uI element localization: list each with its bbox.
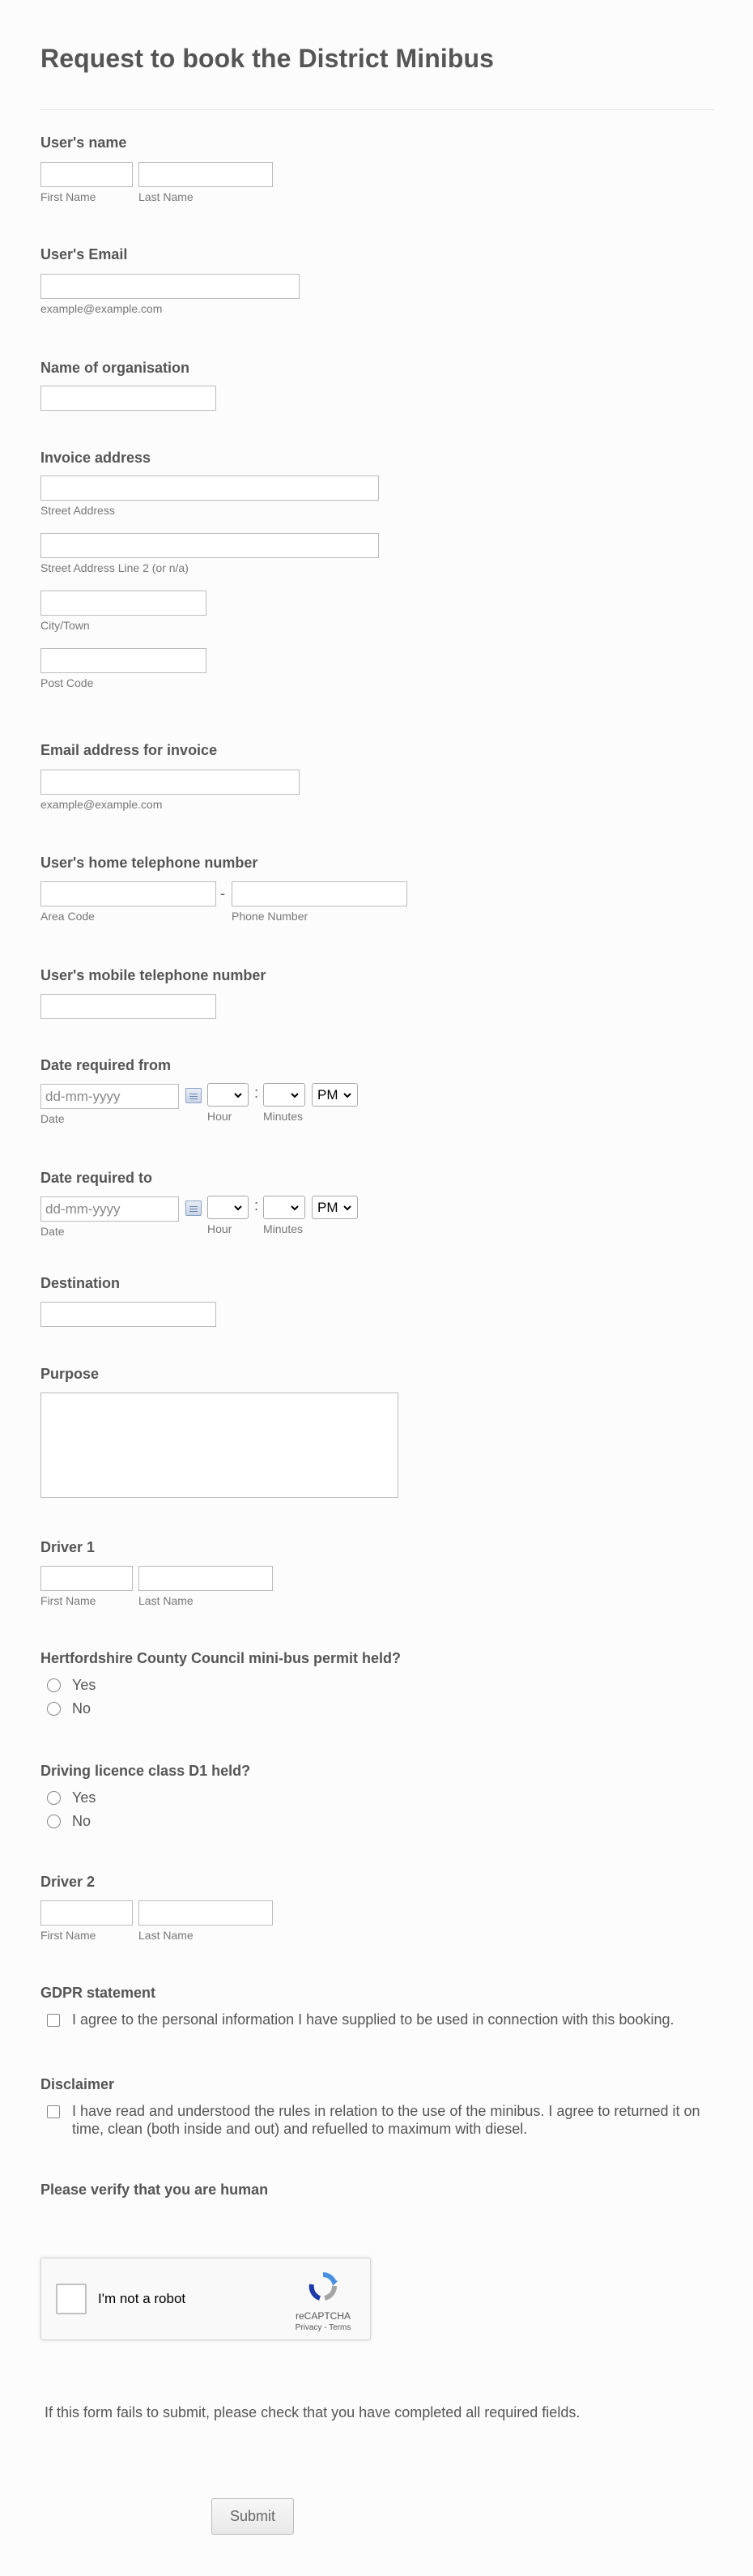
recaptcha-icon — [305, 2271, 341, 2302]
date-to-label: Date required to — [40, 1170, 153, 1186]
time-colon: : — [254, 1085, 259, 1101]
licence-yes-label[interactable]: Yes — [72, 1789, 96, 1806]
title-divider — [40, 109, 714, 110]
captcha-label: Please verify that you are human — [40, 2181, 269, 2198]
organisation-label: Name of organisation — [40, 360, 190, 376]
gdpr-label: GDPR statement — [40, 1985, 156, 2001]
area-code-input[interactable] — [40, 881, 216, 906]
permit-label: Hertfordshire County Council mini-bus permit held? — [40, 1650, 402, 1666]
permit-no-label[interactable]: No — [72, 1700, 91, 1717]
licence-no-label[interactable]: No — [72, 1813, 91, 1829]
date-from-ampm-select[interactable] — [312, 1083, 358, 1107]
destination-input[interactable] — [40, 1302, 216, 1327]
recaptcha-checkbox[interactable] — [56, 2284, 87, 2314]
permit-no-radio[interactable] — [47, 1702, 61, 1716]
chevron-down-icon — [342, 1203, 352, 1213]
date-to-input[interactable] — [40, 1196, 179, 1222]
permit-yes-label[interactable]: Yes — [72, 1677, 96, 1693]
street-address-line2-input[interactable] — [40, 533, 379, 558]
minutes-sublabel: Minutes — [263, 1110, 304, 1123]
recaptcha-widget — [40, 2258, 371, 2340]
licence-yes-radio[interactable] — [47, 1791, 61, 1805]
users-email-input[interactable] — [40, 274, 300, 299]
invoice-email-label: Email address for invoice — [40, 742, 218, 758]
form-note: If this form fails to submit, please check that you have completed all required fields. — [45, 2404, 581, 2420]
driver1-label: Driver 1 — [40, 1539, 96, 1555]
page-title: Request to book the District Minibus — [40, 44, 495, 73]
recaptcha-links[interactable]: Privacy - Terms — [295, 2323, 351, 2332]
date-sublabel: Date — [40, 1112, 65, 1125]
phone-separator: - — [220, 885, 225, 902]
city-input[interactable] — [40, 591, 206, 616]
users-first-name-input[interactable] — [40, 162, 133, 187]
purpose-label: Purpose — [40, 1366, 100, 1382]
invoice-email-input[interactable] — [40, 770, 300, 795]
minutes-sublabel: Minutes — [263, 1222, 304, 1235]
driver2-last-name-input[interactable] — [138, 1900, 273, 1926]
submit-button[interactable]: Submit — [211, 2498, 294, 2535]
chevron-down-icon — [290, 1090, 300, 1100]
driver2-label: Driver 2 — [40, 1874, 96, 1890]
street-address-sublabel: Street Address — [40, 504, 115, 517]
date-sublabel: Date — [40, 1225, 65, 1238]
date-from-hour-select[interactable] — [207, 1083, 249, 1107]
gdpr-checkbox[interactable] — [47, 2014, 60, 2027]
hour-sublabel: Hour — [207, 1110, 232, 1123]
last-name-sublabel: Last Name — [138, 1929, 194, 1942]
date-to-ampm-select[interactable] — [312, 1196, 358, 1219]
users-email-label: User's Email — [40, 246, 128, 262]
postcode-sublabel: Post Code — [40, 676, 94, 689]
chevron-down-icon — [233, 1203, 243, 1213]
invoice-email-sublabel: example@example.com — [40, 798, 163, 811]
mobile-phone-input[interactable] — [40, 994, 216, 1019]
calendar-icon[interactable] — [185, 1201, 202, 1216]
first-name-sublabel: First Name — [40, 190, 96, 203]
invoice-address-label: Invoice address — [40, 450, 151, 466]
mobile-phone-label: User's mobile telephone number — [40, 967, 266, 983]
hour-sublabel: Hour — [207, 1222, 232, 1235]
ampm-value: PM — [317, 1200, 338, 1215]
driver1-first-name-input[interactable] — [40, 1566, 133, 1591]
purpose-textarea[interactable] — [40, 1392, 398, 1498]
date-to-hour-select[interactable] — [207, 1196, 249, 1219]
recaptcha-text: I'm not a robot — [98, 2291, 186, 2306]
postcode-input[interactable] — [40, 648, 206, 673]
disclaimer-checkbox[interactable] — [47, 2105, 60, 2118]
chevron-down-icon — [233, 1090, 243, 1100]
last-name-sublabel: Last Name — [138, 190, 194, 203]
last-name-sublabel: Last Name — [138, 1594, 194, 1607]
chevron-down-icon — [342, 1090, 352, 1100]
driver1-last-name-input[interactable] — [138, 1566, 273, 1591]
users-email-sublabel: example@example.com — [40, 302, 163, 315]
disclaimer-label: Disclaimer — [40, 2076, 115, 2092]
organisation-input[interactable] — [40, 386, 216, 411]
permit-yes-radio[interactable] — [47, 1678, 61, 1692]
chevron-down-icon — [290, 1203, 300, 1213]
phone-number-input[interactable] — [232, 881, 407, 906]
area-code-sublabel: Area Code — [40, 910, 95, 923]
users-last-name-input[interactable] — [138, 162, 273, 187]
gdpr-text[interactable]: I agree to the personal information I have supplied to be used in connection with this booking. — [72, 2011, 674, 2028]
first-name-sublabel: First Name — [40, 1594, 96, 1607]
street-address-line2-sublabel: Street Address Line 2 (or n/a) — [40, 561, 189, 574]
first-name-sublabel: First Name — [40, 1929, 96, 1942]
recaptcha-brand: reCAPTCHA — [295, 2310, 351, 2322]
date-from-input[interactable] — [40, 1084, 179, 1109]
time-colon: : — [254, 1197, 259, 1213]
home-phone-label: User's home telephone number — [40, 855, 258, 871]
date-to-minutes-select[interactable] — [263, 1196, 305, 1219]
city-sublabel: City/Town — [40, 619, 90, 632]
licence-no-radio[interactable] — [47, 1815, 61, 1828]
users-name-label: User's name — [40, 134, 127, 151]
ampm-value: PM — [317, 1087, 338, 1102]
date-from-minutes-select[interactable] — [263, 1083, 305, 1107]
driver2-first-name-input[interactable] — [40, 1900, 133, 1926]
disclaimer-text[interactable]: I have read and understood the rules in relation to the use of the minibus. I agree to returned it on time, clean (both inside and out) and refuelled to maximum with diesel. — [72, 2103, 700, 2137]
destination-label: Destination — [40, 1275, 121, 1291]
calendar-icon[interactable] — [185, 1088, 202, 1103]
licence-label: Driving licence class D1 held? — [40, 1763, 251, 1779]
date-from-label: Date required from — [40, 1057, 172, 1073]
street-address-input[interactable] — [40, 476, 379, 501]
phone-number-sublabel: Phone Number — [232, 910, 308, 923]
